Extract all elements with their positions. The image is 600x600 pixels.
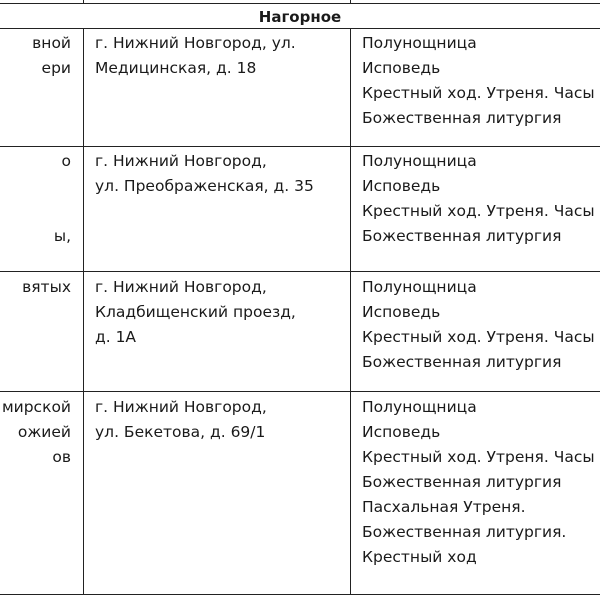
section-divider bbox=[0, 28, 600, 29]
service-item: Крестный ход. Утреня. Часы bbox=[362, 84, 595, 102]
address-cell bbox=[95, 395, 350, 445]
services-cell bbox=[362, 395, 600, 570]
service-item: Полунощница bbox=[362, 398, 477, 416]
service-item: Божественная литургия bbox=[362, 353, 562, 371]
church-name-cell bbox=[0, 149, 83, 249]
section-title: Нагорное bbox=[258, 8, 342, 26]
table-border-top bbox=[0, 3, 600, 4]
church-name-line: ожией bbox=[17, 423, 71, 441]
service-item: Пасхальная Утреня. bbox=[362, 498, 526, 516]
service-item: Исповедь bbox=[362, 423, 441, 441]
address-cell bbox=[95, 149, 350, 199]
church-name-line bbox=[0, 199, 71, 224]
address-line: Кладбищенский проезд, bbox=[95, 303, 296, 321]
service-item: Полунощница bbox=[362, 34, 477, 52]
service-item: Исповедь bbox=[362, 59, 441, 77]
service-item: Крестный ход bbox=[362, 548, 477, 566]
service-item: Божественная литургия. bbox=[362, 523, 567, 541]
address-cell bbox=[95, 31, 350, 81]
row-divider bbox=[0, 391, 600, 392]
address-line: г. Нижний Новгород, bbox=[95, 152, 267, 170]
church-name-line: о bbox=[61, 152, 71, 170]
services-cell bbox=[362, 275, 600, 375]
address-line: д. 1А bbox=[95, 328, 137, 346]
row-divider bbox=[0, 271, 600, 272]
church-name-line: ы, bbox=[53, 227, 71, 245]
column-divider-2 bbox=[350, 28, 351, 595]
address-line: г. Нижний Новгород, bbox=[95, 278, 267, 296]
church-name-cell bbox=[0, 275, 83, 300]
service-item: Исповедь bbox=[362, 177, 441, 195]
address-line: Медицинская, д. 18 bbox=[95, 59, 257, 77]
column-divider-top-2 bbox=[350, 0, 351, 3]
address-line: ул. Преображенская, д. 35 bbox=[95, 177, 314, 195]
services-cell bbox=[362, 31, 600, 131]
table-border-bottom bbox=[0, 594, 600, 595]
church-name-line: мирской bbox=[1, 398, 71, 416]
church-name-line: ери bbox=[41, 59, 71, 77]
address-line: г. Нижний Новгород, ул. bbox=[95, 34, 296, 52]
service-item: Полунощница bbox=[362, 152, 477, 170]
row-divider bbox=[0, 146, 600, 147]
service-item: Божественная литургия bbox=[362, 109, 562, 127]
church-name-line: вной bbox=[32, 34, 71, 52]
service-item: Крестный ход. Утреня. Часы bbox=[362, 202, 595, 220]
church-name-cell bbox=[0, 395, 83, 470]
service-item: Полунощница bbox=[362, 278, 477, 296]
service-item: Божественная литургия bbox=[362, 473, 562, 491]
service-item: Божественная литургия bbox=[362, 227, 562, 245]
column-divider-top-1 bbox=[83, 0, 84, 3]
address-line: г. Нижний Новгород, bbox=[95, 398, 267, 416]
address-cell bbox=[95, 275, 350, 350]
church-name-line: ов bbox=[52, 448, 71, 466]
service-item: Исповедь bbox=[362, 303, 441, 321]
service-item: Крестный ход. Утреня. Часы bbox=[362, 448, 595, 466]
church-name-line bbox=[0, 174, 71, 199]
service-item: Крестный ход. Утреня. Часы bbox=[362, 328, 595, 346]
column-divider-1 bbox=[83, 28, 84, 595]
church-name-cell bbox=[0, 31, 83, 81]
services-cell bbox=[362, 149, 600, 249]
church-name-line: вятых bbox=[22, 278, 71, 296]
address-line: ул. Бекетова, д. 69/1 bbox=[95, 423, 266, 441]
